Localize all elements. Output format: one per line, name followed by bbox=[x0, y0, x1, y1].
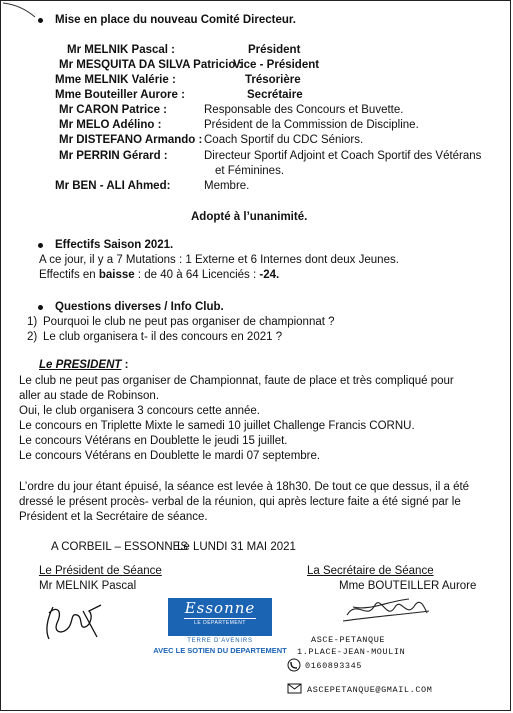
stamp-email: ASCEPETANQUE@GMAIL.COM bbox=[307, 685, 433, 695]
phone-icon bbox=[287, 658, 301, 672]
member-role: Membre. bbox=[204, 180, 250, 192]
member-name: Mr MELNIK Pascal : bbox=[67, 44, 175, 56]
member-name: Mme MELNIK Valérie : bbox=[55, 74, 176, 86]
committee-heading: Mise en place du nouveau Comité Directeur. bbox=[55, 14, 296, 26]
logo-tagline: TERRE D’AVENIRS bbox=[187, 638, 253, 644]
member-role: Vice - Président bbox=[233, 59, 320, 71]
member-role: Trésorière bbox=[245, 74, 301, 86]
member-role: Président bbox=[248, 44, 301, 56]
member-name: Mr MELO Adélino : bbox=[59, 119, 162, 131]
corner-mark-icon bbox=[1, 1, 41, 21]
member-role: Secrétaire bbox=[247, 89, 303, 101]
secretary-signature-icon bbox=[339, 591, 431, 631]
member-name: Mr MESQUITA DA SILVA Patricio : bbox=[59, 59, 243, 71]
member-name: Mr PERRIN Gérard : bbox=[59, 150, 168, 162]
member-role: Directeur Sportif Adjoint et Coach Sportif des Vétérans bbox=[204, 150, 482, 162]
president-signature-icon bbox=[39, 593, 109, 645]
member-name: Mr BEN - ALI Ahmed: bbox=[55, 180, 171, 192]
essonne-logo: Essonne LE DÉPARTEMENT bbox=[168, 598, 272, 636]
president-line: Le concours Vétérans en Doublette le mardi 07 septembre. bbox=[19, 450, 321, 462]
stamp-line: ASCE-PETANQUE bbox=[311, 635, 386, 645]
member-name: Mr CARON Patrice : bbox=[59, 104, 167, 116]
right-signature-title: La Secrétaire de Séance bbox=[307, 565, 434, 577]
question-item: 2) Le club organisera t- il des concours en 2021 ? bbox=[27, 331, 283, 343]
president-line: Le concours en Triplette Mixte le samedi 10 juillet Challenge Francis CORNU. bbox=[19, 420, 415, 432]
president-line: Oui, le club organisera 3 concours cette année. bbox=[19, 405, 261, 417]
bullet-icon bbox=[38, 18, 43, 23]
member-name: Mr DISTEFANO Armando : bbox=[59, 134, 203, 146]
department-support: AVEC LE SOTIEN DU DEPARTEMENT bbox=[153, 646, 287, 655]
president-line: aller au stade de Robinson. bbox=[19, 390, 160, 402]
member-role: Coach Sportif du CDC Séniors. bbox=[204, 134, 364, 146]
president-heading: Le PRESIDENT : bbox=[39, 359, 129, 371]
effectifs-line: A ce jour, il y a 7 Mutations : 1 Externe et 6 Internes dont deux Jeunes. bbox=[39, 254, 399, 266]
right-signature-name: Mme BOUTEILLER Aurore bbox=[339, 580, 477, 592]
left-signature-title: Le Président de Séance bbox=[39, 565, 162, 577]
questions-heading: Questions diverses / Info Club. bbox=[55, 301, 224, 313]
bullet-icon bbox=[38, 305, 43, 310]
president-line: Le club ne peut pas organiser de Championnat, faute de place et très compliqué pour bbox=[19, 375, 454, 387]
member-role: Responsable des Concours et Buvette. bbox=[204, 104, 404, 116]
member-role: Président de la Commission de Discipline. bbox=[204, 119, 419, 131]
question-item: 1) Pourquoi le club ne peut pas organiser de championnat ? bbox=[27, 316, 335, 328]
member-role-continued: et Féminines. bbox=[215, 165, 285, 177]
left-signature-name: Mr MELNIK Pascal bbox=[39, 580, 137, 592]
member-name: Mme Bouteiller Aurore : bbox=[55, 89, 185, 101]
stamp-phone: 0160893345 bbox=[305, 661, 363, 671]
date: Le LUNDI 31 MAI 2021 bbox=[177, 541, 296, 553]
president-line: Le concours Vétérans en Doublette le jeudi 15 juillet. bbox=[19, 435, 288, 447]
stamp-line: 1.PLACE-JEAN-MOULIN bbox=[297, 647, 406, 657]
closing-paragraph: L’ordre du jour étant épuisé, la séance est levée à 18h30. De tout ce que dessus, il a été dressé le présent procès- verbal de la réunion, qui après lecture faite a été signé par le Président et la Secrétaire de séance. bbox=[19, 481, 470, 523]
email-icon bbox=[287, 682, 303, 694]
effectifs-heading: Effectifs Saison 2021. bbox=[55, 239, 174, 251]
adopted-statement: Adopté à l’unanimité. bbox=[191, 211, 308, 223]
place: A CORBEIL – ESSONNES bbox=[51, 541, 188, 553]
bullet-icon bbox=[38, 243, 43, 248]
effectifs-line: Effectifs en baisse : de 40 à 64 Licenciés : -24. bbox=[39, 269, 280, 281]
